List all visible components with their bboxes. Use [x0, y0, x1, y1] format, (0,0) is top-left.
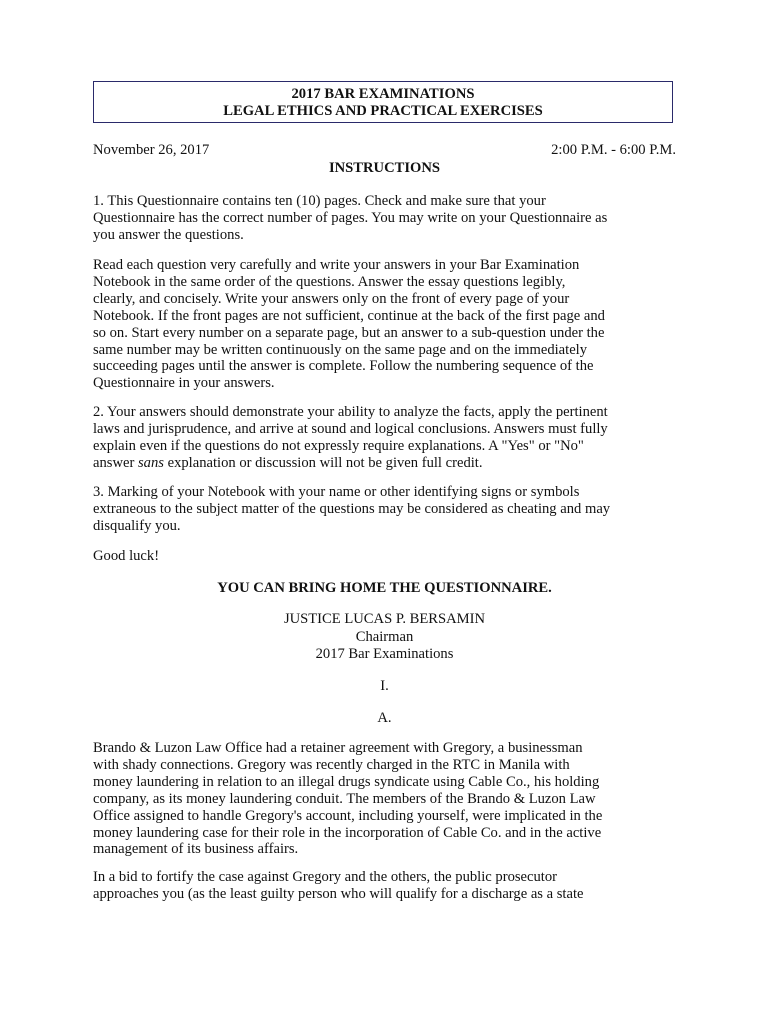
bring-home-notice: YOU CAN BRING HOME THE QUESTIONNAIRE. — [217, 580, 552, 596]
signature-block — [93, 611, 676, 664]
instruction-paragraph-4: 3. Marking of your Notebook with your name or other identifying signs or symbols extraneous to the subject matter of the questions may be considered as cheating and may disqualify you. — [93, 484, 611, 534]
exam-title: 2017 BAR EXAMINATIONS — [291, 86, 475, 102]
italic-word: sans — [137, 454, 164, 471]
chairman-name: JUSTICE LUCAS P. BERSAMIN — [283, 611, 486, 627]
question-number: I. — [380, 678, 389, 694]
exam-date: November 26, 2017 — [93, 142, 210, 158]
chairman-title: Chairman — [355, 628, 414, 645]
instruction-paragraph-2: Read each question very carefully and write your answers in your Bar Examination Notebook in the same order of the questions. Answer the essay questions legibly, clearly, and concisely. Write your answers only on the front of every page of your Notebook. If the front pages are not sufficient, continue at the back of the first page and so on. Start every number on a separate page, but an answer to a sub-question under the same number may be written continuously on the same page and on the immediately succeeding pages until the answer is complete. Follow the numbering sequence of the Questionnaire in your answers. — [93, 257, 605, 392]
instruction-paragraph-3-end: explanation or discussion will not be given full credit. — [163, 454, 483, 471]
instruction-paragraph-3 — [93, 404, 676, 472]
good-luck-text: Good luck! — [93, 548, 160, 564]
exam-event: 2017 Bar Examinations — [315, 646, 454, 662]
question-paragraph-2: In a bid to fortify the case against Gregory and the others, the public prosecutor approaches you (as the least guilty person who will qualify for a discharge as a state — [93, 869, 584, 902]
question-paragraph-1: Brando & Luzon Law Office had a retainer agreement with Gregory, a businessman with shady connections. Gregory was recently charged in the RTC in Manila with money laundering in relation to an illegal drugs syndicate using Cable Co., his holding company, as its money laundering conduit. The members of the Brando & Luzon Law Office assigned to handle Gregory's account, including yourself, were implicated in the money laundering case for their role in the incorporation of Cable Co. and in the active management of its business affairs. — [93, 740, 603, 858]
instructions-heading: INSTRUCTIONS — [328, 160, 441, 176]
exam-time: 2:00 P.M. - 6:00 P.M. — [551, 142, 676, 158]
title-box — [93, 81, 673, 123]
instruction-paragraph-3-text: 2. Your answers should demonstrate your ability to analyze the facts, apply the pertinent laws and jurisprudence, and arrive at sound and logical conclusions. Answers must fully explain even if the questions do not expressly require explanations. A "Yes" or "No" answer — [93, 404, 608, 471]
sub-question-label: A. — [377, 710, 392, 726]
instruction-paragraph-1: 1. This Questionnaire contains ten (10) pages. Check and make sure that your Questionnaire has the correct number of pages. You may write on your Questionnaire as you answer the questions. — [93, 193, 608, 243]
exam-subject: LEGAL ETHICS AND PRACTICAL EXERCISES — [223, 102, 543, 119]
